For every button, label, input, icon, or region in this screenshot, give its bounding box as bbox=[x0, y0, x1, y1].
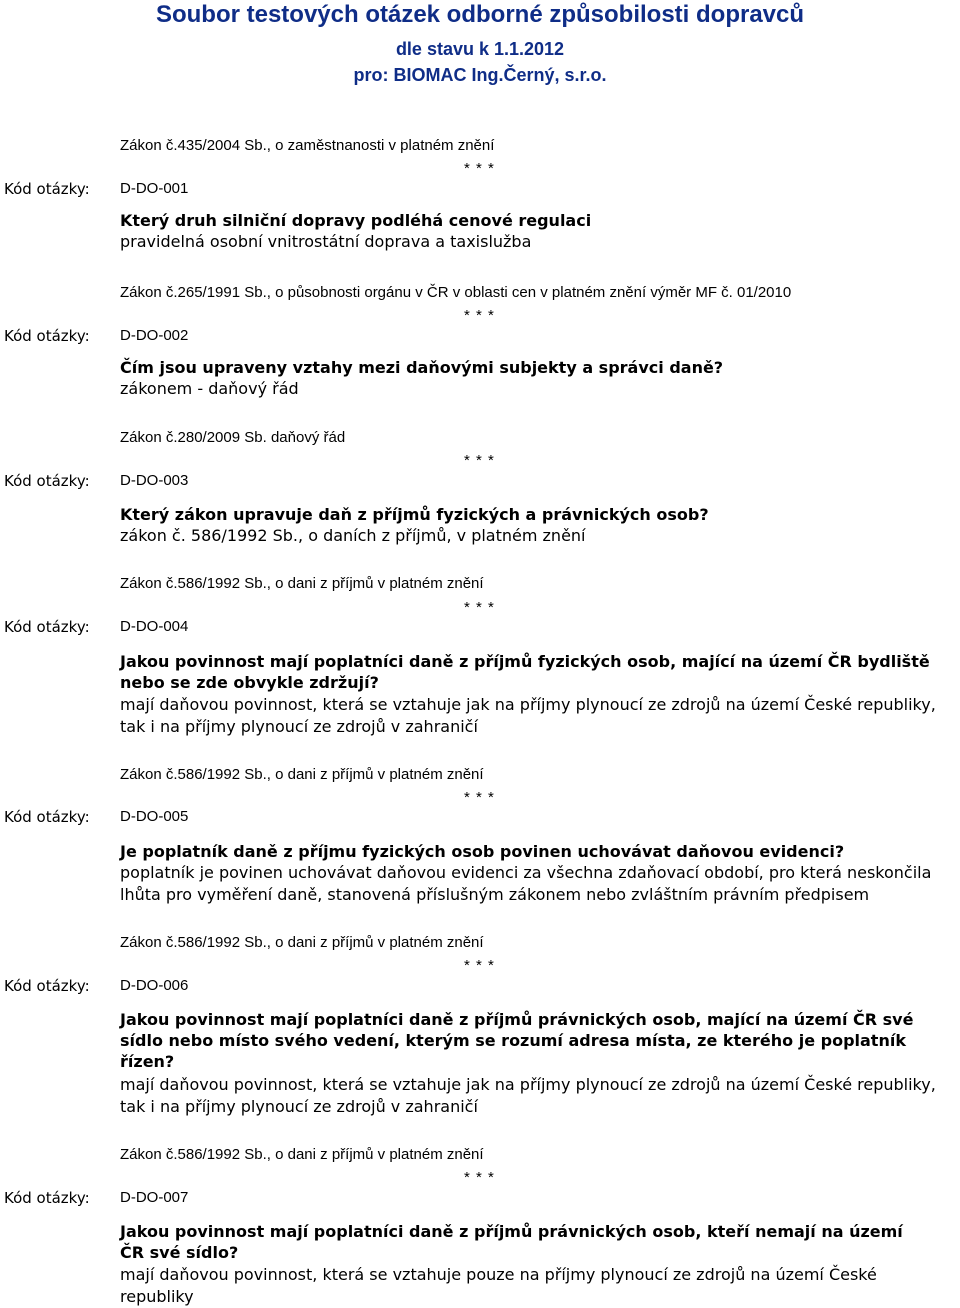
question-code: D-DO-001 bbox=[120, 180, 189, 197]
answer-text: pravidelná osobní vnitrostátní doprava a taxislužba bbox=[120, 232, 532, 251]
answer-text: mají daňovou povinnost, která se vztahuje jak na příjmy plynoucí ze zdrojů na území České republiky, tak i na příjmy plynoucí ze zdrojů v zahraničí bbox=[120, 695, 936, 736]
code-label: Kód otázky: bbox=[4, 618, 90, 636]
separator: * * * bbox=[464, 160, 495, 177]
question-text: Čím jsou upraveny vztahy mezi daňovými subjekty a správci daně? bbox=[120, 358, 724, 377]
code-label: Kód otázky: bbox=[4, 977, 90, 995]
law-reference: Zákon č.435/2004 Sb., o zaměstnanosti v platném znění bbox=[120, 137, 495, 154]
answer-text: zákon č. 586/1992 Sb., o daních z příjmů, v platném znění bbox=[120, 526, 586, 545]
answer-text: mají daňovou povinnost, která se vztahuje pouze na příjmy plynoucí ze zdrojů na území České republiky bbox=[120, 1265, 877, 1306]
code-label: Kód otázky: bbox=[4, 327, 90, 345]
code-label: Kód otázky: bbox=[4, 808, 90, 826]
code-label: Kód otázky: bbox=[4, 1189, 90, 1207]
separator: * * * bbox=[464, 599, 495, 616]
answer-text: zákonem - daňový řád bbox=[120, 379, 299, 398]
question-text: Jakou povinnost mají poplatníci daně z příjmů právnických osob, kteří nemají na území ČR své sídlo? bbox=[120, 1222, 903, 1262]
law-reference: Zákon č.586/1992 Sb., o dani z příjmů v platném znění bbox=[120, 575, 484, 592]
law-reference: Zákon č.586/1992 Sb., o dani z příjmů v platném znění bbox=[120, 766, 484, 783]
question-code: D-DO-006 bbox=[120, 977, 189, 994]
separator: * * * bbox=[464, 307, 495, 324]
separator: * * * bbox=[464, 957, 495, 974]
separator: * * * bbox=[464, 789, 495, 806]
question-text: Který druh silniční dopravy podléhá cenové regulaci bbox=[120, 211, 592, 230]
separator: * * * bbox=[464, 1169, 495, 1186]
law-reference: Zákon č.280/2009 Sb. daňový řád bbox=[120, 429, 346, 446]
question-code: D-DO-004 bbox=[120, 618, 189, 635]
law-reference: Zákon č.586/1992 Sb., o dani z příjmů v platném znění bbox=[120, 934, 484, 951]
document-recipient: pro: BIOMAC Ing.Černý, s.r.o. bbox=[353, 65, 607, 85]
code-label: Kód otázky: bbox=[4, 180, 90, 198]
code-label: Kód otázky: bbox=[4, 472, 90, 490]
question-text: Jakou povinnost mají poplatníci daně z příjmů právnických osob, mající na území ČR své sídlo nebo místo svého vedení, kterým se rozumí adresa místa, ze kterého je poplatník řízen? bbox=[120, 1010, 914, 1071]
question-text: Který zákon upravuje daň z příjmů fyzických a právnických osob? bbox=[120, 505, 709, 524]
answer-text: poplatník je povinen uchovávat daňovou evidenci za všechna zdaňovací období, pro která neskončila lhůta pro vyměření daně, stanovená příslušným zákonem nebo zvláštním právním předpisem bbox=[120, 863, 932, 904]
law-reference: Zákon č.265/1991 Sb., o působnosti orgánu v ČR v oblasti cen v platném znění výměr MF č. 01/2010 bbox=[120, 284, 792, 301]
question-code: D-DO-002 bbox=[120, 327, 189, 344]
question-code: D-DO-007 bbox=[120, 1189, 189, 1206]
question-code: D-DO-003 bbox=[120, 472, 189, 489]
separator: * * * bbox=[464, 452, 495, 469]
question-text: Je poplatník daně z příjmu fyzických osob povinen uchovávat daňovou evidenci? bbox=[120, 842, 845, 861]
question-text: Jakou povinnost mají poplatníci daně z příjmů fyzických osob, mající na území ČR bydliště nebo se zde obvykle zdržují? bbox=[120, 652, 930, 692]
answer-text: mají daňovou povinnost, která se vztahuje jak na příjmy plynoucí ze zdrojů na území České republiky, tak i na příjmy plynoucí ze zdrojů v zahraničí bbox=[120, 1075, 936, 1116]
law-reference: Zákon č.586/1992 Sb., o dani z příjmů v platném znění bbox=[120, 1146, 484, 1163]
document-date: dle stavu k 1.1.2012 bbox=[395, 39, 565, 59]
question-code: D-DO-005 bbox=[120, 808, 189, 825]
document-title: Soubor testových otázek odborné způsobilosti dopravců bbox=[155, 1, 805, 28]
